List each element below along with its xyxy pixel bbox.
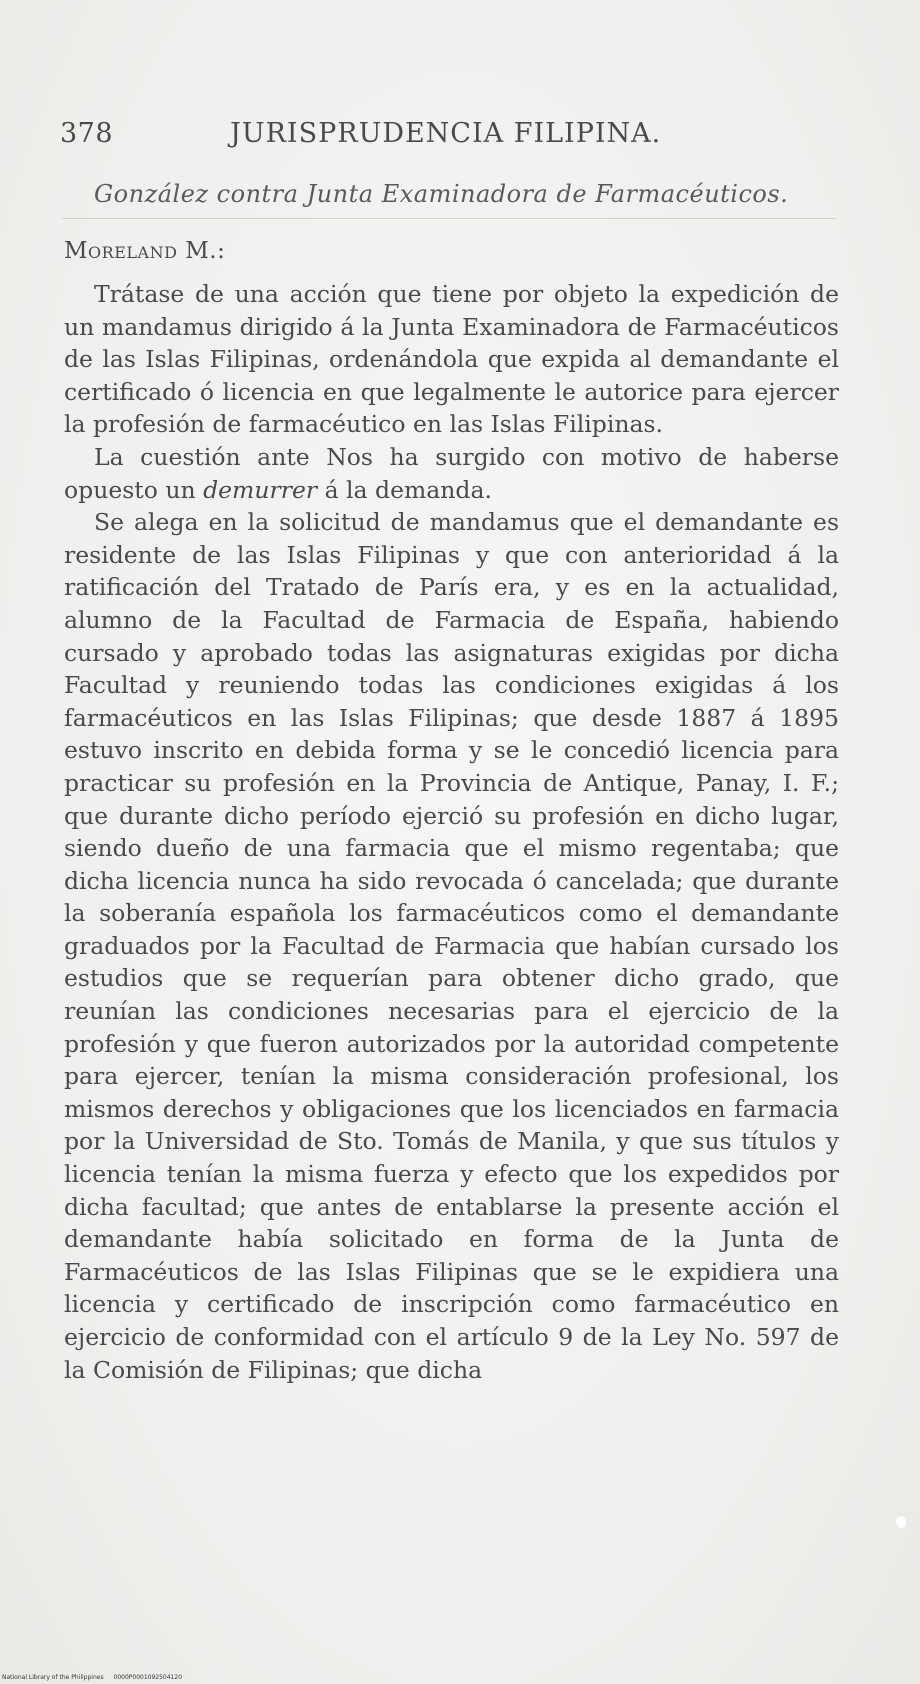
paragraph-2-start: La cuestión ante Nos ha surgido con motivo de haberse opuesto un <box>64 442 839 504</box>
paragraph-2-end: á la demanda. <box>317 475 492 504</box>
paragraph-3: Se alega en la solicitud de mandamus que el demandante es residente de las Islas Filipinas y que con anterioridad á la ratificación del Tratado de París era, y es en la actualidad, alumno de la Facultad de Farmacia de España, habiendo cursado y aprobado todas las asignaturas exigidas por dicha Facultad y reuniendo todas las condiciones exigidas á los farmacéuticos en las Islas Filipinas; que desde 1887 á 1895 estuvo inscrito en debida forma y se le concedió licencia para practicar su profesión en la Provincia de Antique, Panay, I. F.; que durante dicho período ejerció su profesión en dicho lugar, siendo dueño de una farmacia que el mismo regentaba; que dicha licencia nunca ha sido revocada ó cancelada; que durante la soberanía española los farmacéuticos como el demandante graduados por la Facultad de Farmacia que habían cursado los estudios que se requerían para obtener dicho grado, que reunían las condiciones necesarias para el ejercicio de la profesión y que fueron autorizados por la autoridad competente para ejercer, tenían la misma consideración profesional, los mismos derechos y obligaciones que los licenciados en farmacia por la Universidad de Sto. Tomás de Manila, y que sus títulos y licencia tenían la misma fuerza y efecto que los expedidos por dicha facultad; que antes de entablarse la presente acción el demandante había solicitado en forma de la Junta de Farmacéuticos de las Islas Filipinas que se le expidiera una licencia y certificado de inscripción como farmacéutico en ejercicio de conformidad con el artículo 9 de la Ley No. 597 de la Comisión de Filipinas; que dicha <box>64 508 839 1384</box>
scan-footer <box>2 1674 190 1681</box>
scan-speck <box>896 1516 906 1528</box>
paragraph-2-term: demurrer <box>203 475 318 504</box>
header-divider <box>62 218 836 219</box>
page-number: 378 <box>60 118 114 149</box>
running-title: JURISPRUDENCIA FILIPINA. <box>230 118 662 149</box>
paragraph-1: Trátase de una acción que tiene por objeto la expedición de un mandamus dirigido á la Junta Examinadora de Farmacéuticos de las Islas Filipinas, ordenándola que expida al demandante el certificado ó licencia en que legalmente le autorice para ejercer la profesión de farmacéutico en las Islas Filipinas. <box>64 280 839 439</box>
author-name: Moreland <box>64 238 178 264</box>
footer-library: National Library of the Philippines <box>2 1674 104 1681</box>
case-title: González contra Junta Examinadora de Farmacéuticos. <box>94 180 789 208</box>
opinion-author <box>64 238 225 264</box>
paragraph-2 <box>64 441 839 506</box>
body-text <box>64 278 839 1386</box>
author-suffix: M.: <box>177 238 226 264</box>
footer-code: 0000P0001092504120 <box>113 1674 183 1681</box>
